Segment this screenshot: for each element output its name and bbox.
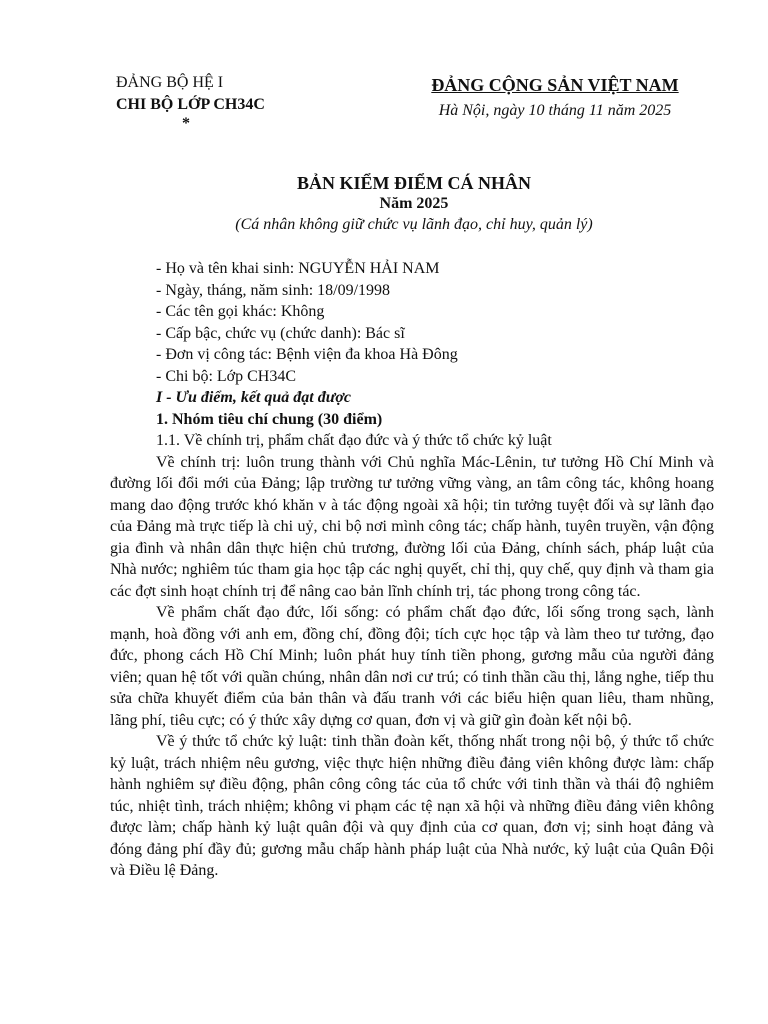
paragraph-politics: Về chính trị: luôn trung thành với Chủ nghĩa Mác-Lênin, tư tưởng Hồ Chí Minh và đường lối đổi mới của Đảng; lập trường tư tưởng vững vàng, an tâm công tác, không hoang mang dao động trước khó khăn v à tác động ngoài xã hội; tin tưởng tuyệt đối và sự lãnh đạo của Đảng mà trực tiếp là chi uỷ, chi bộ nơi mình công tác; chấp hành, tuyên truyền, vận động gia đình và nhân dân thực hiện chủ trương, đường lối của Đảng, chính sách, pháp luật của Nhà nước; nghiêm túc tham gia học tập các nghị quyết, chỉ thị, quy chế, quy định và tham gia các đợt sinh hoạt chính trị để nâng cao bản lĩnh chính trị, tác phong trong công tác. [110, 453, 714, 600]
header-asterisk: * [182, 115, 190, 132]
document-body [110, 258, 714, 882]
info-workplace: - Đơn vị công tác: Bệnh viện đa khoa Hà Đông [156, 346, 458, 363]
document-year: Năm 2025 [379, 195, 449, 212]
subsection-heading-politics: 1.1. Về chính trị, phẩm chất đạo đức và ý thức tổ chức kỷ luật [156, 432, 552, 449]
place-date: Hà Nội, ngày 10 tháng 11 năm 2025 [438, 102, 672, 119]
section-heading-strengths: I - Ưu điểm, kết quả đạt được [156, 389, 352, 406]
info-full-name: - Họ và tên khai sinh: NGUYỄN HẢI NAM [156, 260, 440, 277]
info-position: - Cấp bậc, chức vụ (chức danh): Bác sĩ [156, 324, 405, 342]
organization-header [116, 72, 376, 132]
party-name: ĐẢNG CỘNG SẢN VIỆT NAM [431, 75, 679, 95]
info-other-names: - Các tên gọi khác: Không [156, 303, 325, 320]
document-title: BẢN KIỂM ĐIỂM CÁ NHÂN [297, 173, 531, 193]
info-party-cell: - Chi bộ: Lớp CH34C [156, 367, 297, 385]
document-subtitle: (Cá nhân không giữ chức vụ lãnh đạo, chỉ huy, quản lý) [235, 216, 593, 233]
party-cell-name: CHI BỘ LỚP CH34C [116, 96, 265, 113]
section-heading-general-criteria: 1. Nhóm tiêu chí chung (30 điểm) [156, 410, 383, 428]
info-birth-date: - Ngày, tháng, năm sinh: 18/09/1998 [156, 281, 391, 299]
document-title-block [110, 172, 718, 236]
national-header [400, 72, 710, 122]
personal-info [110, 258, 714, 387]
paragraph-ethics: Về phẩm chất đạo đức, lối sống: có phẩm chất đạo đức, lối sống trong sạch, lành mạnh, hoà đồng với anh em, đồng chí, đồng đội; tích cực học tập và làm theo tư tưởng, đạo đức, phong cách Hồ Chí Minh; luôn phát huy tính tiền phong, gương mẫu của người đảng viên; quan hệ tốt với quần chúng, nhân dân nơi cư trú; có tinh thần cầu thị, lắng nghe, tiếp thu sửa chữa khuyết điểm của bản thân và đấu tranh với các biểu hiện quan liêu, tham nhũng, lãng phí, tiêu cực; có ý thức xây dựng cơ quan, đơn vị và giữ gìn đoàn kết nội bộ. [110, 604, 714, 729]
party-committee-name: ĐẢNG BỘ HỆ I [116, 74, 224, 91]
paragraph-discipline: Về ý thức tổ chức kỷ luật: tinh thần đoàn kết, thống nhất trong nội bộ, ý thức tổ chức kỷ luật, trách nhiệm nêu gương, việc thực hiện những điều đảng viên không được làm: chấp hành nghiêm sự điều động, phân công công tác của tổ chức với tinh thần và thái độ nghiêm túc, nhiệt tình, trách nhiệm; không vi phạm các tệ nạn xã hội và những điều đảng viên không được làm; chấp hành kỷ luật quân đội và quy định của cơ quan, đơn vị; sinh hoạt đảng và đóng đảng phí đầy đủ; gương mẫu chấp hành pháp luật của Nhà nước, kỷ luật của Quân Đội và Điều lệ Đảng. [110, 733, 714, 879]
